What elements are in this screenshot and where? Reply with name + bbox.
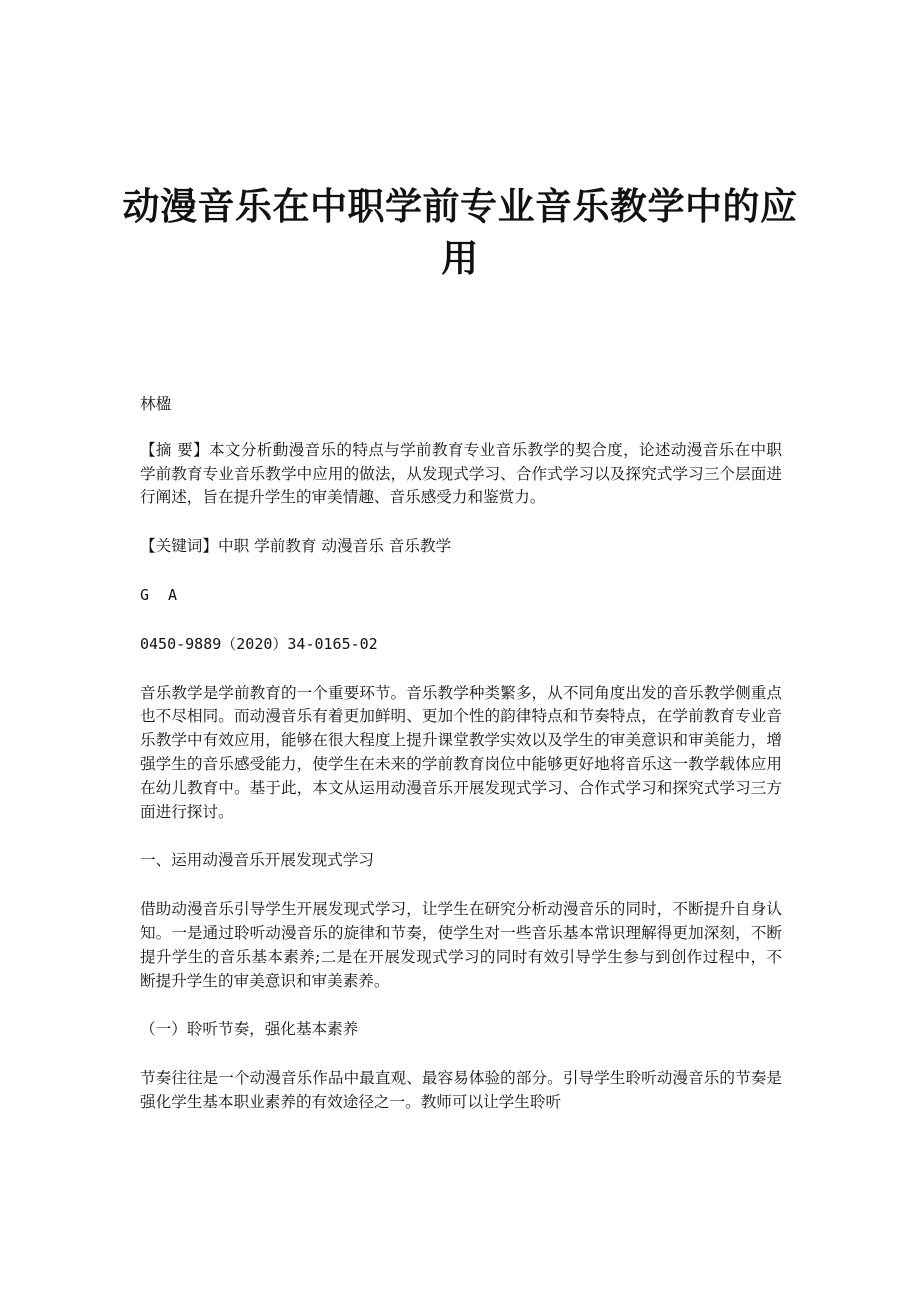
article-body: [140, 393, 782, 1140]
section-heading: 一、运用动漫音乐开展发现式学习: [140, 851, 374, 870]
page-title: 动漫音乐在中职学前专业音乐教学中的应用: [122, 185, 798, 280]
abstract-paragraph: 【摘 要】本文分析動漫音乐的特点与学前教育专业音乐教学的契合度，论述动漫音乐在中职学前教育专业音乐教学中应用的做法，从发现式学习、合作式学习以及探究式学习三个层面进行阐述，旨在提升学生的审美情趣、音乐感受力和鉴赏力。: [140, 440, 782, 507]
issn-line: 0450-9889（2020）34-0165-02: [140, 634, 378, 653]
subsection-heading: （一）聆听节奏，强化基本素养: [140, 1020, 359, 1039]
author-name: 林楹: [140, 395, 172, 413]
intro-paragraph: 音乐教学是学前教育的一个重要环节。音乐教学种类繁多，从不同角度出发的音乐教学侧重点也不尽相同。而动漫音乐有着更加鲜明、更加个性的韵律特点和节奏特点，在学前教育专业音乐教学中有效应用，能够在很大程度上提升课堂教学实效以及学生的审美意识和审美能力，增强学生的音乐感受能力，使学生在未来的学前教育岗位中能够更好地将音乐这一教学载体应用在幼儿教育中。基于此，本文从运用动漫音乐开展发现式学习、合作式学习和探究式学习三方面进行探讨。: [140, 683, 782, 821]
subsection-paragraph: 节奏往往是一个动漫音乐作品中最直观、最容易体验的部分。引导学生聆听动漫音乐的节奏是强化学生基本职业素养的有效途径之一。教师可以让学生聆听: [140, 1069, 782, 1111]
section-paragraph: 借助动漫音乐引导学生开展发现式学习，让学生在研究分析动漫音乐的同时，不断提升自身认知。一是通过聆听动漫音乐的旋律和节奏，使学生对一些音乐基本常识理解得更加深刻，不断提升学生的音乐基本素养;二是在开展发现式学习的同时有效引导学生参与到创作过程中，不断提升学生的审美意识和审美素养。: [140, 900, 782, 990]
classification-code: G A: [140, 585, 178, 604]
keywords-line: 【关键词】中职 学前教育 动漫音乐 音乐教学: [140, 537, 452, 556]
